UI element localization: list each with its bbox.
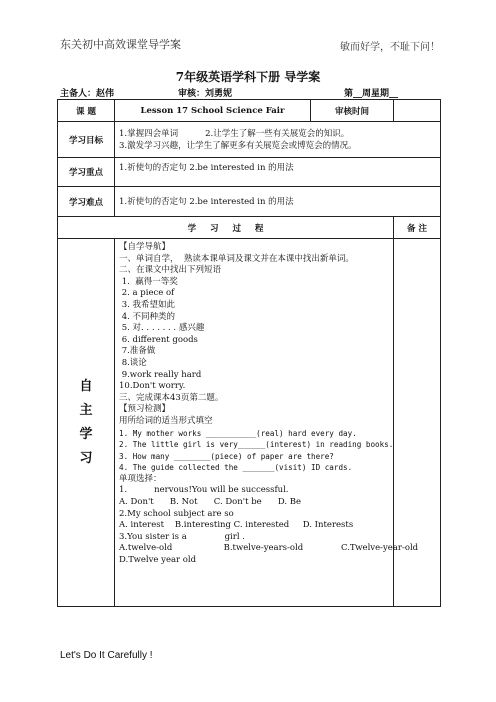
choice-question-line: D.Twelve year old	[119, 555, 197, 566]
key-value: 1.祈使句的否定句 2.be interested in 的用法	[115, 158, 441, 187]
content-line: 【预习检测】	[119, 404, 171, 415]
key-row	[58, 158, 441, 187]
content-line: 6. different goods	[119, 334, 198, 345]
content-row	[58, 239, 441, 607]
key-label: 学习重点	[58, 158, 115, 187]
choice-question-line: 2.My school subject are so	[119, 508, 234, 519]
content-line: 一、单词自学， 熟读本课单词及课文并在本课中找出新单词。	[119, 253, 354, 264]
content-line: 4. 不同种类的	[119, 311, 176, 322]
content-line: 【自学导航】	[119, 242, 171, 252]
goals-row	[58, 122, 441, 158]
lesson-plan-table	[57, 99, 441, 607]
goals-label: 学习目标	[58, 122, 115, 158]
multiple-choice-questions	[119, 485, 419, 566]
review-time-value	[394, 100, 441, 122]
difficult-value: 1.祈使句的否定句 2.be interested in 的用法	[115, 187, 441, 217]
author-label: 主备人：赵伟	[60, 89, 115, 99]
difficult-row	[58, 187, 441, 217]
topic-label: 课 题	[58, 100, 115, 122]
content-line: 5. 对. . . . . . . 感兴趣	[119, 323, 205, 334]
review-time-label: 审核时间	[311, 100, 394, 122]
content-line: 10.Don't worry.	[119, 381, 186, 392]
goal-line-1: 1.掌握四会单词 2.让学生了解一些有关展览会的知识。	[119, 128, 350, 139]
section-char-2: 主	[79, 402, 93, 418]
notes-label: 备 注	[394, 217, 441, 239]
reviewer-label: 审核：刘勇妮	[178, 89, 233, 99]
process-header-row	[58, 217, 441, 239]
header-school-title: 东关初中高效课堂导学案	[60, 38, 181, 51]
content-cell	[115, 239, 419, 607]
choice-question-line: A.twelve-old B.twelve-years-old C.Twelve-year-old	[119, 543, 419, 554]
choice-question-line: A. Don't B. Not C. Don't be D. Be	[119, 497, 302, 508]
topic-value: Lesson 17 School Science Fair	[115, 100, 311, 122]
fill-blank-question: 4. The guide collected the _______(visit) ID cards.	[119, 463, 353, 473]
choice-question-line: A. interest B.interesting C. interested D. Interests	[119, 520, 354, 531]
content-line: 三、完成课本43页第二题。	[119, 392, 224, 403]
content-line: 9.work really hard	[119, 369, 202, 380]
section-char-1: 自	[79, 378, 93, 394]
content-line: 8.谈论	[119, 357, 147, 368]
fill-blank-question: 3. How many ________(piece) of paper are there?	[119, 451, 334, 461]
fill-blank-question: 2. The little girl is very______(interest) in reading books.	[119, 440, 394, 450]
choice-title: 单项选择：	[119, 473, 162, 484]
goal-line-2: 3.激发学习兴趣，让学生了解更多有关展览会或博览会的情况。	[119, 140, 357, 151]
week-label: 第__周星期__	[344, 89, 399, 99]
content-line: 二、在课文中找出下列短语	[119, 265, 222, 276]
content-line: 2. a piece of	[119, 288, 175, 299]
difficult-label: 学习难点	[58, 187, 115, 217]
section-char-4: 习	[79, 450, 93, 466]
section-char-3: 学	[79, 426, 93, 442]
choice-question-line: 1. nervous!You will be successful.	[119, 485, 289, 496]
choice-question-line: 3.You sister is a girl .	[119, 531, 245, 542]
fill-blank-question: 1. My mother works ___________(real) hard every day.	[119, 428, 357, 438]
process-label: 学 习 过 程	[58, 217, 394, 239]
content-line: 用所给词的适当形式填空	[119, 415, 213, 426]
page-title: 7年级英语学科下册 导学案	[175, 70, 321, 84]
content-line: 7.准备做	[119, 346, 156, 357]
footer-slogan: Let's Do It Carefully !	[60, 650, 153, 661]
content-lines	[119, 242, 389, 428]
section-vertical-label	[58, 239, 115, 607]
topic-row	[58, 100, 441, 122]
header-motto: 敏而好学，不耻下问！	[340, 42, 440, 53]
content-line: 3. 我希望如此	[119, 299, 176, 310]
content-line: 1. 赢得一等奖	[119, 276, 178, 287]
fill-blank-questions	[119, 428, 394, 474]
goals-cell	[115, 122, 441, 158]
